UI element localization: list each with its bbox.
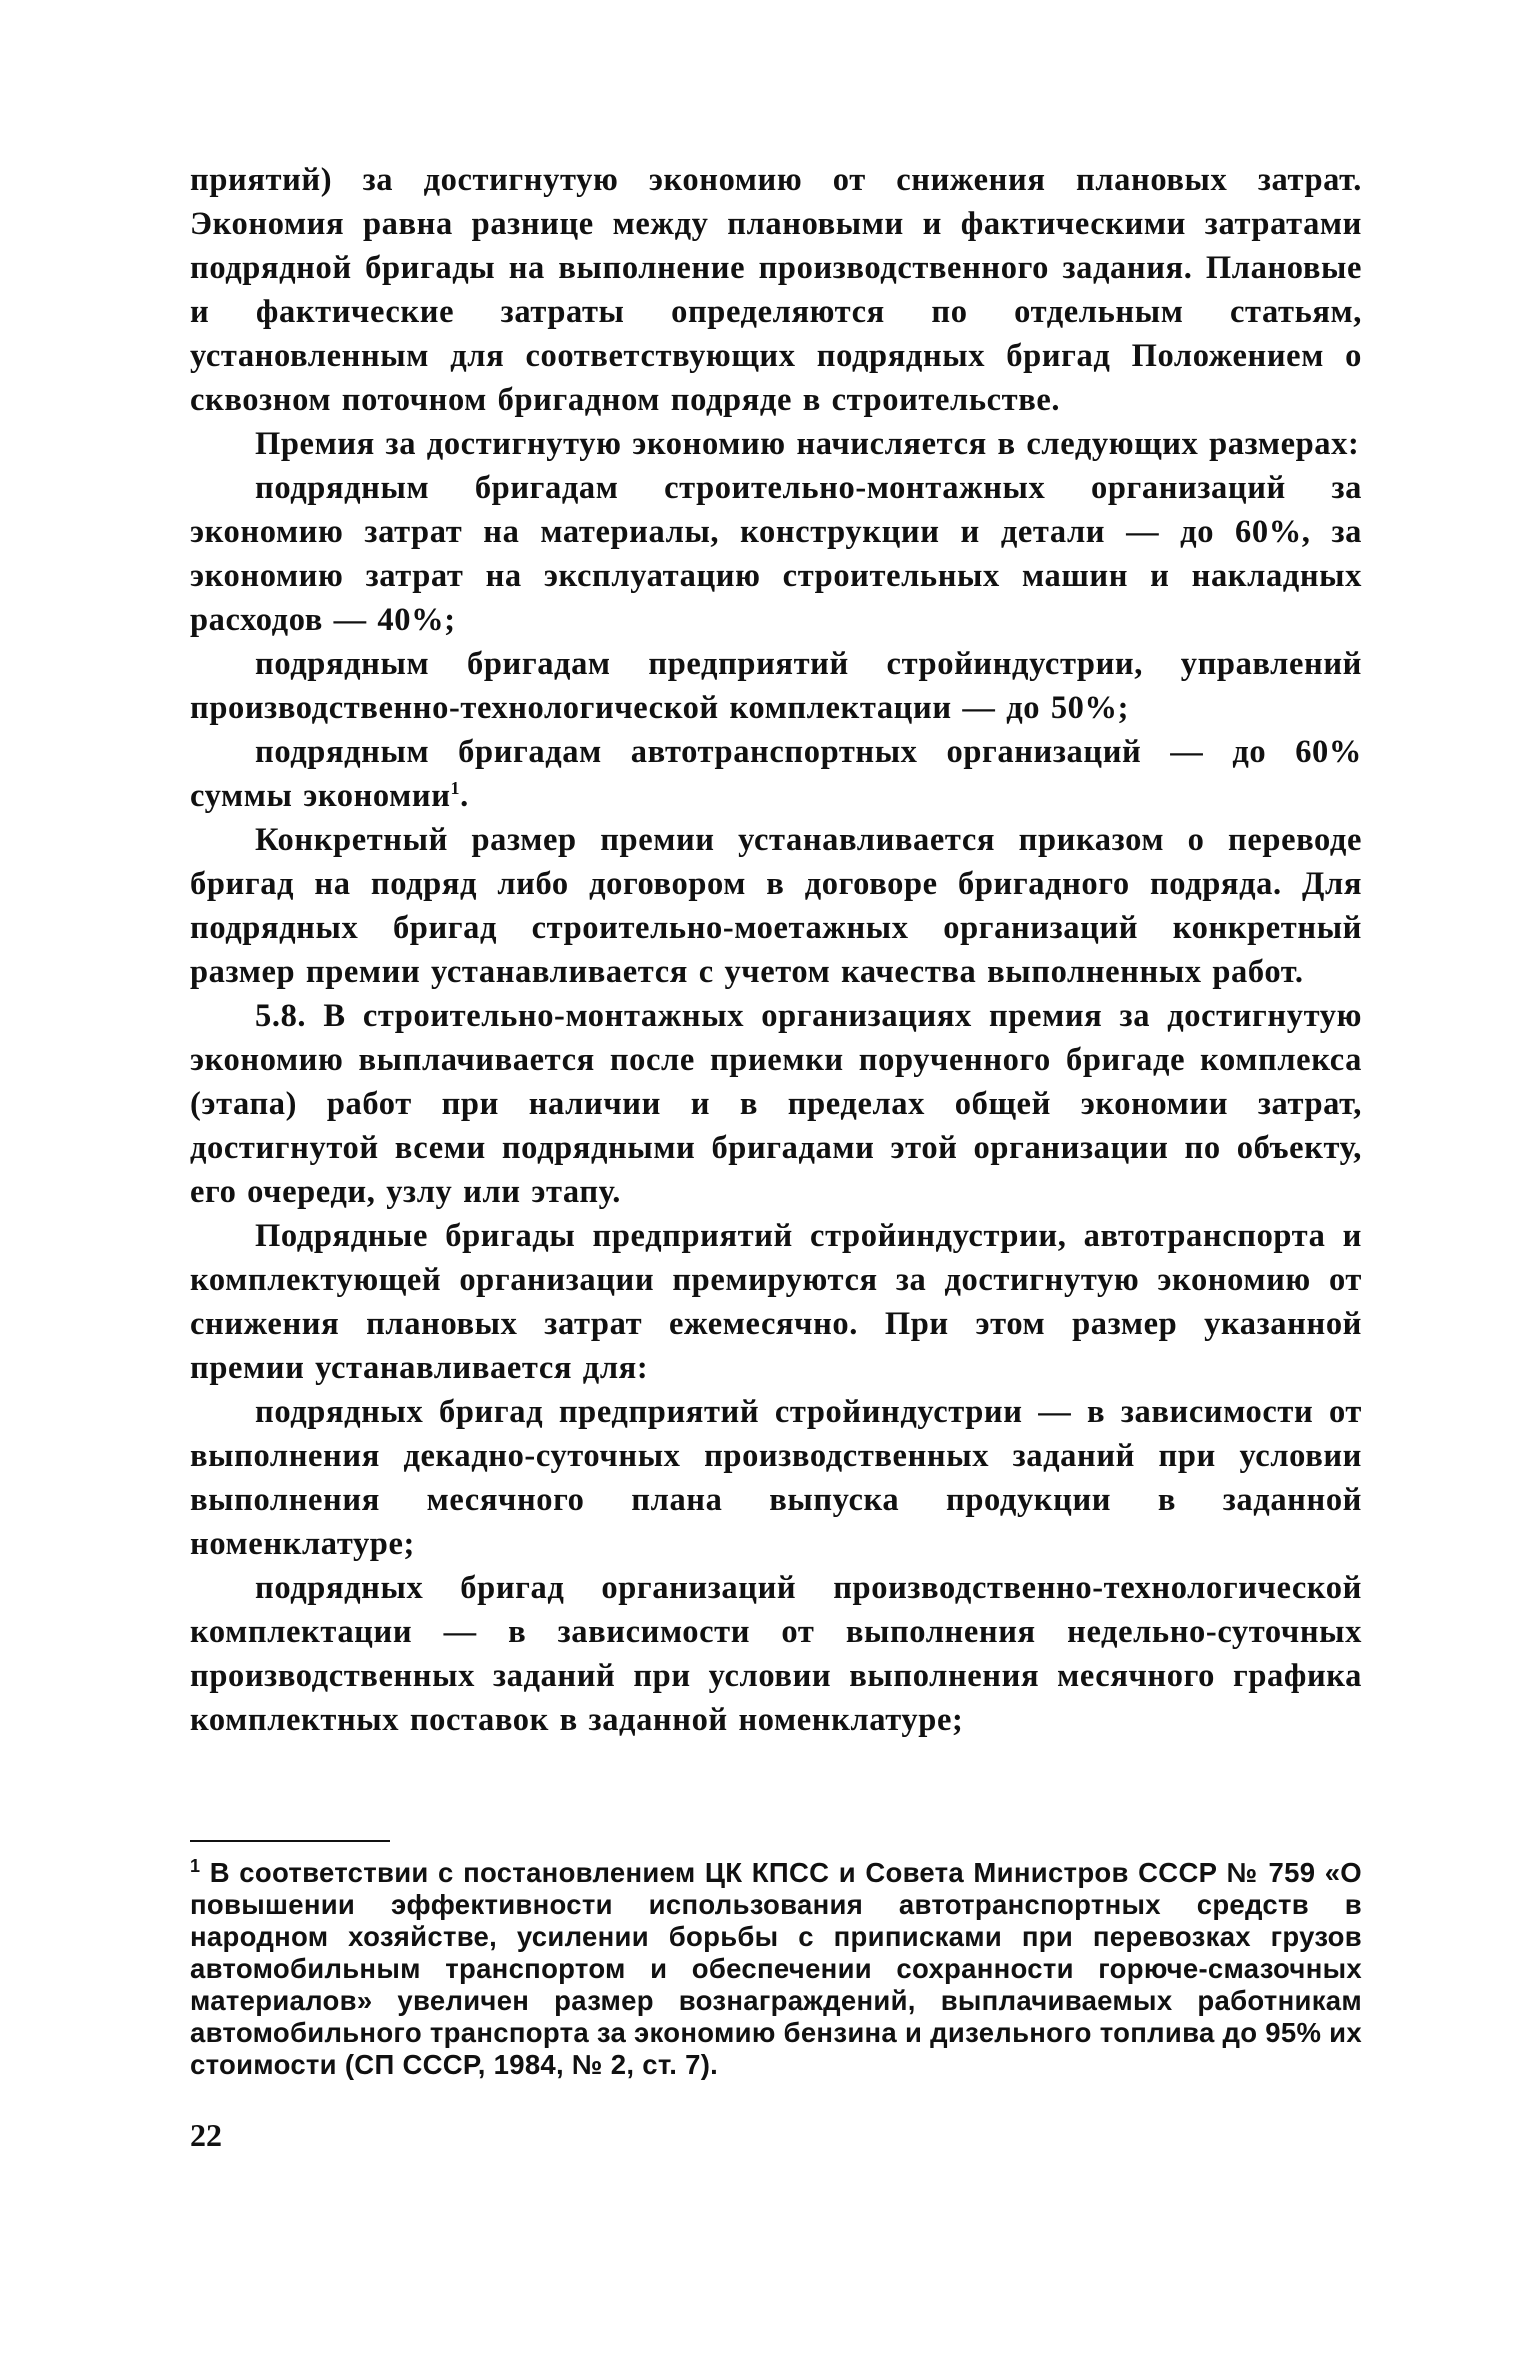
- paragraph-5-end: .: [460, 778, 469, 814]
- paragraph-10: [190, 1566, 1362, 1742]
- paragraph-4-text: подрядным бригадам предприятий стройиндустрии, управлений производственно-технологической комплектации — до 50%;: [190, 646, 1362, 726]
- paragraph-10-text: подрядных бригад организаций производственно-технологической комплектации — в зависимости от выполнения недельно-суточных производственных заданий при условии выполнения месячного графика комплектных поставок в заданной номенклатуре;: [190, 1570, 1362, 1738]
- paragraph-2-text: Премия за достигнутую экономию начисляется в следующих размерах:: [255, 426, 1360, 462]
- footnote-reference: 1: [450, 778, 461, 799]
- footnote-text: В соответствии с постановлением ЦК КПСС и Совета Министров СССР № 759 «О повышении эффективности использования автотранспортных средств в народном хозяйстве, усилении борьбы с приписками при перевозках грузов автомобильным транспортом и обеспечении сохранности горюче-смазочных материалов» увеличен размер вознаграждений, выплачиваемых работникам автомобильного транспорта за экономию бензина и дизельного топлива до 95% их стоимости (СП СССР, 1984, № 2, ст. 7).: [190, 1857, 1362, 2080]
- paragraph-4: [190, 642, 1362, 730]
- paragraph-8: [190, 1214, 1362, 1390]
- paragraph-3-text: подрядным бригадам строительно-монтажных организаций за экономию затрат на материалы, конструкции и детали — до 60%, за экономию затрат на эксплуатацию строительных машин и накладных расходов — 40%;: [190, 470, 1362, 638]
- footnote-mark: 1: [190, 1855, 201, 1876]
- page-number: 22: [190, 2117, 222, 2153]
- paragraph-5: [190, 730, 1362, 818]
- paragraph-9: [190, 1390, 1362, 1566]
- main-text: [190, 158, 1362, 1742]
- paragraph-5-text: подрядным бригадам автотранспортных организаций — до 60% суммы экономии: [190, 734, 1362, 814]
- paragraph-1-text: приятий) за достигнутую экономию от снижения плановых затрат. Экономия равна разнице между плановыми и фактическими затратами подрядной бригады на выполнение производственного задания. Плановые и фактические затраты определяются по отдельным статьям, установленным для соответствующих подрядных бригад Положением о сквозном поточном бригадном подряде в строительстве.: [190, 162, 1362, 418]
- paragraph-7: [190, 994, 1362, 1214]
- paragraph-8-text: Подрядные бригады предприятий стройиндустрии, автотранспорта и комплектующей организации премируются за достигнутую экономию от снижения плановых затрат ежемесячно. При этом размер указанной премии устанавливается для:: [190, 1218, 1362, 1386]
- paragraph-3: [190, 466, 1362, 642]
- paragraph-6-text: Конкретный размер премии устанавливается приказом о переводе бригад на подряд либо договором в договоре бригадного подряда. Для подрядных бригад строительно-моетажных организаций конкретный размер премии устанавливается с учетом качества выполненных работ.: [190, 822, 1362, 990]
- footnote-paragraph: [190, 1857, 1362, 2081]
- paragraph-2: [190, 422, 1362, 466]
- paragraph-1: [190, 158, 1362, 422]
- footnote-separator: [190, 1840, 390, 1842]
- footnote: [190, 1857, 1362, 2081]
- paragraph-6: [190, 818, 1362, 994]
- paragraph-9-text: подрядных бригад предприятий стройиндустрии — в зависимости от выполнения декадно-суточных производственных заданий при условии выполнения месячного плана выпуска продукции в заданной номенклатуре;: [190, 1394, 1362, 1562]
- paragraph-7-text: 5.8. В строительно-монтажных организациях премия за достигнутую экономию выплачивается после приемки порученного бригаде комплекса (этапа) работ при наличии и в пределах общей экономии затрат, достигнутой всеми подрядными бригадами этой организации по объекту, его очереди, узлу или этапу.: [190, 998, 1362, 1210]
